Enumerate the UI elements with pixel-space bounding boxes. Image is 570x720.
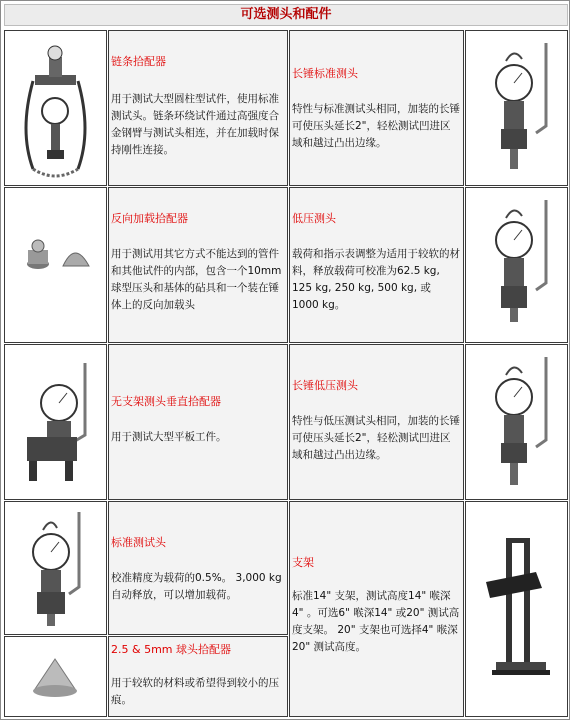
standard-head-image (4, 501, 107, 635)
stand-desc: 标准14" 支架，测试高度14" 喉深4" 。可选6" 喉深14" 或20" 测试高度支架。 20" 支架也可选择4" 喉深 20" 测试高度。 (292, 590, 460, 653)
long-hammer-standard-desc: 特性与标准测试头相同，加装的长锤可使压头延长2"，轻松测试凹进区域和越过凸出边缘。 (292, 103, 460, 149)
long-hammer-low-pressure-cell (289, 344, 464, 500)
reverse-load-adapter-icon (5, 188, 106, 342)
test-head-icon (466, 345, 567, 499)
low-pressure-head-desc: 载荷和指示表调整为适用于较软的材料，释放载荷可校准为62.5 kg, 125 kg, 250 kg, 500 kg, 或 1000 kg。 (292, 248, 460, 311)
chain-adapter-desc: 用于测试大型圆柱型试件，使用标准测试头。链条环绕试件通过高强度合金钢臂与测试头相连，并在加载时保持刚性连接。 (111, 93, 279, 156)
table-title: 可选测头和配件 (4, 4, 568, 26)
frameless-vertical-adapter-cell (108, 344, 288, 500)
ball-adapter-icon (5, 637, 106, 716)
frameless-vertical-adapter-image (4, 344, 107, 500)
low-pressure-head-title: 低压测头 (292, 212, 336, 225)
chain-adapter-icon (5, 31, 106, 185)
stand-title: 支架 (292, 556, 314, 569)
ball-adapter-desc: 用于较软的材料或希望得到较小的压痕。 (111, 677, 279, 706)
frameless-vertical-adapter-desc: 用于测试大型平板工件。 (111, 431, 227, 443)
ball-adapter-title: 2.5 & 5mm 球头拾配器 (111, 643, 231, 656)
ball-adapter-image (4, 636, 107, 717)
long-hammer-standard-cell (289, 30, 464, 186)
long-hammer-low-pressure-title: 长锤低压测头 (292, 379, 358, 392)
test-head-icon (466, 31, 567, 185)
frameless-vertical-adapter-title: 无支架测头垂直拾配器 (111, 395, 221, 408)
stand-icon (466, 502, 567, 716)
low-pressure-head-image (465, 187, 568, 343)
long-hammer-low-pressure-desc: 特性与低压测试头相同，加装的长锤可使压头延长2"，轻松测试凹进区域和越过凸出边缘。 (292, 415, 460, 461)
reverse-load-adapter-desc: 用于测试用其它方式不能达到的管件和其他试件的内部，包含一个10mm球型压头和基体的砧具和一个装在锤体上的反向加载头 (111, 248, 282, 311)
frameless-vertical-adapter-icon (5, 345, 106, 499)
chain-adapter-image (4, 30, 107, 186)
test-head-icon (466, 188, 567, 342)
standard-head-desc: 校准精度为载荷的0.5%。 3,000 kg 自动释放，可以增加载荷。 (111, 572, 282, 601)
standard-head-title: 标准测试头 (111, 536, 166, 549)
stand-cell (289, 501, 464, 717)
long-hammer-standard-title: 长锤标准测头 (292, 67, 358, 80)
ball-adapter-cell (108, 636, 288, 717)
test-head-icon (5, 502, 106, 634)
chain-adapter-title: 链条拾配器 (111, 55, 166, 68)
long-hammer-standard-image (465, 30, 568, 186)
low-pressure-head-cell (289, 187, 464, 343)
reverse-load-adapter-image (4, 187, 107, 343)
stand-image (465, 501, 568, 717)
reverse-load-adapter-cell (108, 187, 288, 343)
standard-head-cell (108, 501, 288, 635)
reverse-load-adapter-title: 反向加载拾配器 (111, 212, 188, 225)
chain-adapter-cell (108, 30, 288, 186)
long-hammer-low-pressure-image (465, 344, 568, 500)
